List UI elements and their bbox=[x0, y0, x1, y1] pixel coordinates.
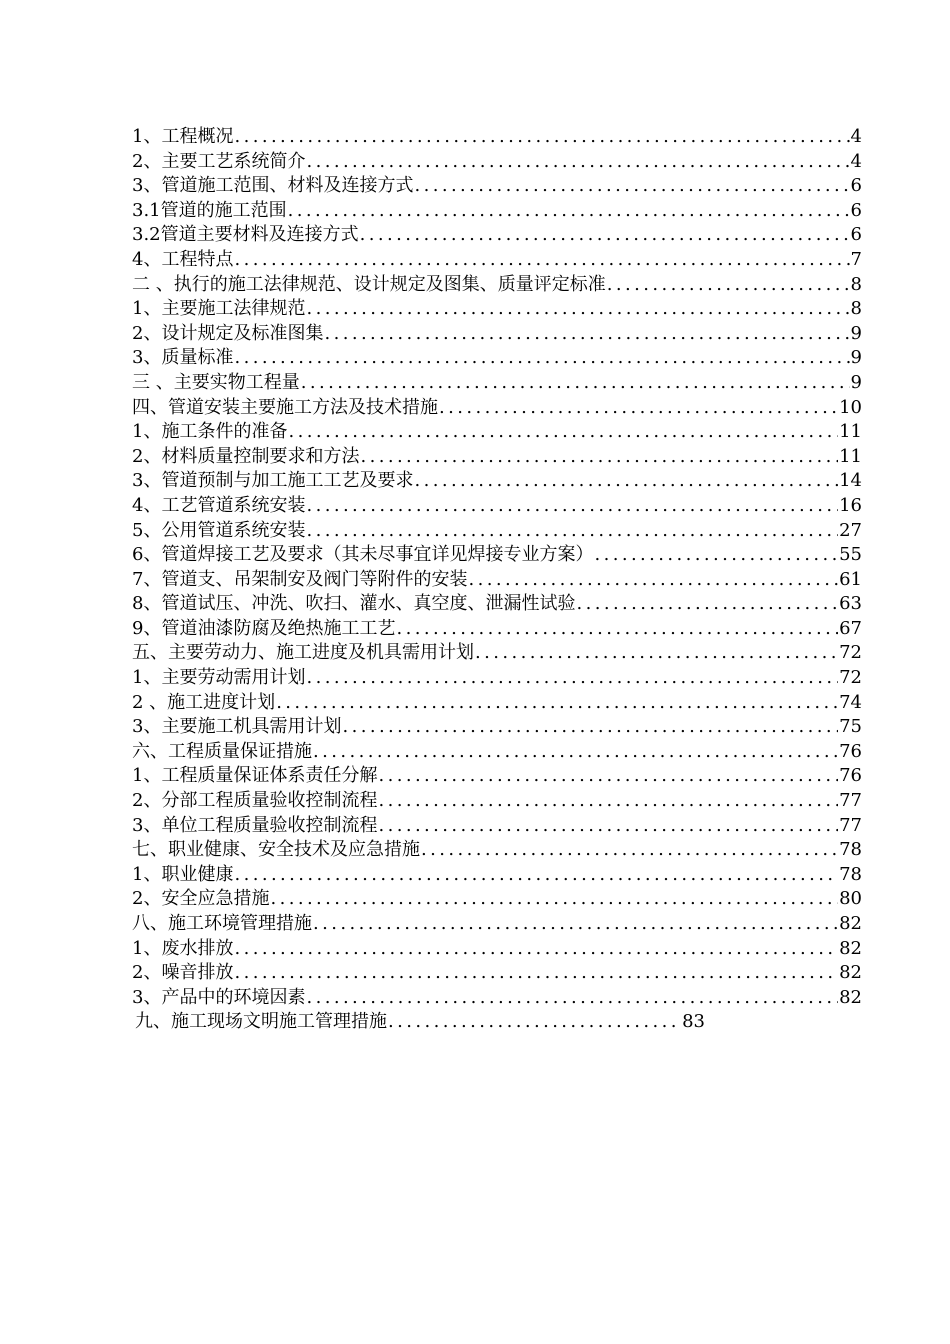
toc-entry-title: 6、管道焊接工艺及要求（其未尽事宜详见焊接专业方案） bbox=[132, 544, 594, 566]
toc-entry-title: 六、工程质量保证措施 bbox=[132, 740, 312, 762]
toc-dot-leader bbox=[313, 740, 838, 765]
toc-entry[interactable] bbox=[132, 199, 862, 224]
toc-dot-leader bbox=[234, 937, 838, 962]
toc-page-number: 76 bbox=[839, 765, 862, 787]
toc-dot-leader bbox=[306, 519, 838, 544]
toc-page-number: 78 bbox=[839, 863, 862, 885]
toc-page-number: 8 bbox=[850, 273, 862, 295]
toc-page-number: 55 bbox=[839, 544, 862, 566]
toc-dot-leader bbox=[414, 469, 838, 494]
toc-dot-leader bbox=[270, 887, 838, 912]
toc-dot-leader bbox=[234, 248, 849, 273]
toc-dot-leader bbox=[342, 715, 838, 740]
toc-entry[interactable] bbox=[132, 641, 862, 666]
toc-page-number: 61 bbox=[839, 568, 862, 590]
toc-entry[interactable] bbox=[132, 322, 862, 347]
toc-entry[interactable] bbox=[132, 174, 862, 199]
toc-page-number: 77 bbox=[839, 790, 862, 812]
toc-entry-title: 8、管道试压、冲洗、吹扫、灌水、真空度、泄漏性试验 bbox=[132, 593, 576, 615]
toc-dot-leader bbox=[288, 420, 838, 445]
toc-entry[interactable] bbox=[132, 445, 862, 470]
toc-entry-title: 3.2管道主要材料及连接方式 bbox=[132, 224, 359, 246]
toc-entry-title: 2、安全应急措施 bbox=[132, 888, 270, 910]
toc-page-number: 75 bbox=[839, 716, 862, 738]
toc-entry[interactable] bbox=[132, 494, 862, 519]
toc-page-number: 76 bbox=[839, 740, 862, 762]
toc-dot-leader bbox=[301, 371, 850, 396]
toc-dot-leader bbox=[306, 297, 849, 322]
toc-page-number: 67 bbox=[839, 617, 862, 639]
toc-dot-leader bbox=[607, 273, 850, 298]
toc-page-number: 6 bbox=[850, 224, 862, 246]
toc-page-number: 83 bbox=[682, 1011, 705, 1033]
toc-page-number: 78 bbox=[839, 839, 862, 861]
toc-dot-leader bbox=[324, 322, 849, 347]
toc-dot-leader bbox=[468, 568, 838, 593]
toc-page-number: 9 bbox=[850, 371, 862, 393]
toc-entry[interactable] bbox=[132, 764, 862, 789]
toc-entry-title: 7、管道支、吊架制安及阀门等附件的安装 bbox=[132, 568, 468, 590]
toc-entry[interactable] bbox=[132, 937, 862, 962]
toc-entry[interactable] bbox=[132, 838, 862, 863]
toc-entry[interactable] bbox=[132, 543, 862, 568]
toc-page-number: 6 bbox=[850, 199, 862, 221]
toc-entry-title: 3.1管道的施工范围 bbox=[132, 199, 287, 221]
toc-entry[interactable] bbox=[132, 248, 862, 273]
toc-entry[interactable] bbox=[132, 592, 862, 617]
toc-dot-leader bbox=[576, 592, 838, 617]
toc-entry-title: 二 、执行的施工法律规范、设计规定及图集、质量评定标准 bbox=[132, 273, 606, 295]
toc-entry[interactable] bbox=[132, 617, 862, 642]
toc-page-number: 10 bbox=[839, 396, 862, 418]
toc-entry[interactable] bbox=[132, 273, 862, 298]
toc-dot-leader bbox=[288, 199, 850, 224]
toc-entry-title: 1、工程概况 bbox=[132, 126, 234, 147]
toc-entry[interactable] bbox=[132, 346, 862, 371]
toc-entry[interactable] bbox=[132, 223, 862, 248]
toc-dot-leader bbox=[475, 641, 838, 666]
toc-entry-title: 2、噪音排放 bbox=[132, 962, 234, 984]
table-of-contents bbox=[132, 125, 862, 1035]
toc-page-number: 4 bbox=[850, 126, 862, 147]
toc-dot-leader bbox=[378, 764, 838, 789]
toc-entry[interactable] bbox=[132, 371, 862, 396]
toc-dot-leader bbox=[360, 223, 850, 248]
toc-dot-leader bbox=[234, 961, 838, 986]
toc-entry[interactable] bbox=[132, 740, 862, 765]
toc-entry[interactable] bbox=[132, 961, 862, 986]
toc-entry-title: 4、工程特点 bbox=[132, 248, 234, 270]
toc-entry-title: 1、废水排放 bbox=[132, 937, 234, 959]
toc-entry[interactable] bbox=[132, 691, 862, 716]
toc-entry-title: 5、公用管道系统安装 bbox=[132, 519, 306, 541]
toc-dot-leader bbox=[306, 666, 838, 691]
toc-dot-leader bbox=[594, 543, 838, 568]
toc-entry[interactable] bbox=[132, 150, 862, 175]
toc-entry-title: 三 、主要实物工程量 bbox=[132, 371, 300, 393]
toc-entry[interactable] bbox=[132, 986, 862, 1011]
toc-dot-leader bbox=[439, 396, 838, 421]
toc-entry-title: 1、职业健康 bbox=[132, 863, 234, 885]
toc-page-number: 63 bbox=[839, 593, 862, 615]
toc-dot-leader bbox=[234, 863, 838, 888]
toc-entry-title: 1、主要施工法律规范 bbox=[132, 298, 306, 320]
toc-page-number: 11 bbox=[839, 445, 862, 467]
toc-entry[interactable] bbox=[132, 666, 862, 691]
toc-entry[interactable] bbox=[135, 1010, 705, 1035]
toc-entry-title: 3、产品中的环境因素 bbox=[132, 986, 306, 1008]
toc-page-number: 4 bbox=[850, 150, 862, 172]
toc-entry[interactable] bbox=[132, 887, 862, 912]
toc-dot-leader bbox=[421, 838, 838, 863]
toc-entry[interactable] bbox=[132, 863, 862, 888]
toc-page-number: 27 bbox=[839, 519, 862, 541]
toc-dot-leader bbox=[234, 125, 849, 150]
toc-page-number: 74 bbox=[839, 691, 862, 713]
toc-page-number: 7 bbox=[850, 248, 862, 270]
toc-entry-title: 9、管道油漆防腐及绝热施工工艺 bbox=[132, 617, 396, 639]
toc-entry[interactable] bbox=[132, 912, 862, 937]
toc-entry-title: 四、管道安装主要施工方法及技术措施 bbox=[132, 396, 438, 418]
toc-entry[interactable] bbox=[132, 420, 862, 445]
toc-page-number: 72 bbox=[839, 667, 862, 689]
toc-page-number: 11 bbox=[839, 421, 862, 443]
toc-dot-leader bbox=[306, 986, 838, 1011]
toc-entry[interactable] bbox=[132, 396, 862, 421]
toc-page-number: 8 bbox=[850, 298, 862, 320]
toc-entry-title: 2、主要工艺系统简介 bbox=[132, 150, 306, 172]
toc-page-number: 9 bbox=[850, 347, 862, 369]
toc-entry[interactable] bbox=[132, 789, 862, 814]
toc-entry-title: 2、材料质量控制要求和方法 bbox=[132, 445, 360, 467]
toc-page-number: 82 bbox=[839, 937, 862, 959]
toc-page-number: 72 bbox=[839, 642, 862, 664]
toc-entry-title: 3、管道预制与加工施工工艺及要求 bbox=[132, 470, 414, 492]
toc-page-number: 6 bbox=[850, 175, 862, 197]
toc-entry-title: 1、施工条件的准备 bbox=[132, 421, 288, 443]
toc-page-number: 9 bbox=[850, 322, 862, 344]
toc-dot-leader bbox=[234, 346, 849, 371]
toc-page-number: 82 bbox=[839, 913, 862, 934]
toc-entry[interactable] bbox=[132, 814, 862, 839]
toc-dot-leader bbox=[276, 691, 838, 716]
toc-entry[interactable] bbox=[132, 568, 862, 593]
toc-entry-title: 九、施工现场文明施工管理措施 bbox=[135, 1011, 387, 1033]
toc-entry-title: 2、分部工程质量验收控制流程 bbox=[132, 790, 378, 812]
toc-page-number: 77 bbox=[839, 814, 862, 836]
toc-entry-title: 2、设计规定及标准图集 bbox=[132, 322, 324, 344]
toc-entry-title: 1、工程质量保证体系责任分解 bbox=[132, 765, 378, 787]
toc-dot-leader bbox=[313, 912, 838, 937]
toc-entry[interactable] bbox=[132, 125, 862, 150]
toc-entry-title: 五、主要劳动力、施工进度及机具需用计划 bbox=[132, 642, 474, 664]
toc-entry-title: 4、工艺管道系统安装 bbox=[132, 494, 306, 516]
toc-dot-leader bbox=[306, 150, 849, 175]
toc-entry-title: 3、主要施工机具需用计划 bbox=[132, 716, 342, 738]
toc-entry-title: 八、施工环境管理措施 bbox=[132, 913, 312, 934]
toc-entry-title: 3、管道施工范围、材料及连接方式 bbox=[132, 175, 414, 197]
toc-entry-title: 2 、施工进度计划 bbox=[132, 691, 276, 713]
toc-page-number: 82 bbox=[839, 962, 862, 984]
toc-dot-leader bbox=[360, 445, 838, 470]
toc-page-number: 16 bbox=[839, 494, 862, 516]
toc-page-number: 80 bbox=[839, 888, 862, 910]
toc-entry[interactable] bbox=[132, 715, 862, 740]
toc-dot-leader bbox=[388, 1010, 681, 1035]
toc-dot-leader bbox=[378, 789, 838, 814]
toc-dot-leader bbox=[378, 814, 838, 839]
toc-dot-leader bbox=[414, 174, 849, 199]
toc-entry[interactable] bbox=[132, 297, 862, 322]
toc-entry-title: 3、质量标准 bbox=[132, 347, 234, 369]
toc-entry[interactable] bbox=[132, 519, 862, 544]
toc-dot-leader bbox=[396, 617, 838, 642]
toc-entry-title: 3、单位工程质量验收控制流程 bbox=[132, 814, 378, 836]
toc-dot-leader bbox=[306, 494, 838, 519]
toc-page-number: 82 bbox=[839, 986, 862, 1008]
toc-entry-title: 1、主要劳动需用计划 bbox=[132, 667, 306, 689]
toc-entry[interactable] bbox=[132, 469, 862, 494]
toc-entry-title: 七、职业健康、安全技术及应急措施 bbox=[132, 839, 420, 861]
toc-page-number: 14 bbox=[839, 470, 862, 492]
